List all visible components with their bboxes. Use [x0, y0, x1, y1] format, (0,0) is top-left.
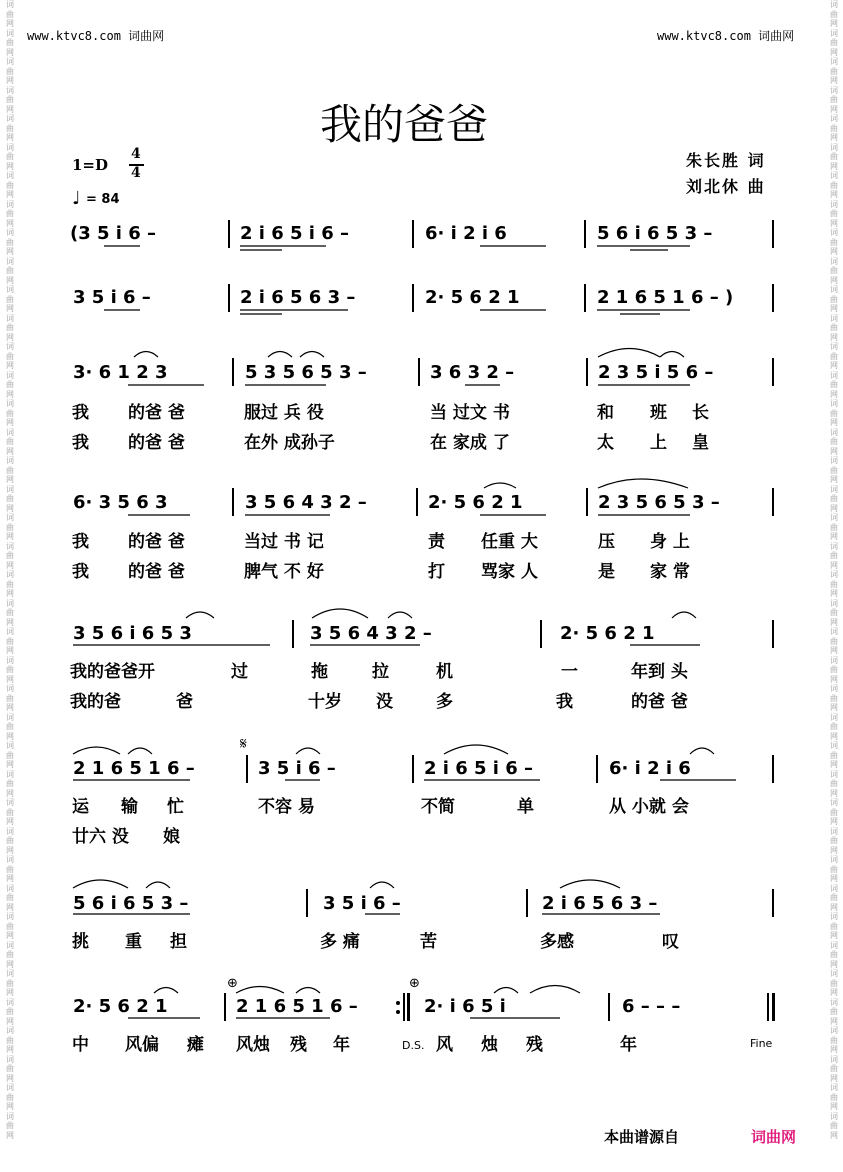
r8-l1-6: 风	[436, 1035, 453, 1055]
r5-l2-3: 没	[376, 692, 393, 712]
r8-m4: 6 – – –	[622, 996, 681, 1017]
r8-l1-1: 风偏	[125, 1035, 159, 1055]
r1-m2: 2 i 6 5 i 6 –	[240, 223, 350, 244]
r4-l2-3: 打	[428, 562, 445, 582]
r6-m2: 3 5 i 6 –	[258, 758, 336, 779]
r4-l2-0: 我	[72, 562, 89, 582]
r4-l2-5: 是	[598, 562, 615, 582]
r7-l1-6: 叹	[662, 932, 679, 952]
r5-l2-0: 我的爸	[70, 692, 121, 712]
left-watermark: 词曲网词曲网词曲网词曲网词曲网词曲网词曲网词曲网词曲网词曲网词曲网词曲网词曲网词曲网词曲网词曲网词曲网词曲网词曲网词曲网词曲网词曲网词曲网词曲网词曲网词曲网词曲网词曲网词曲网词曲网词曲网词曲网词曲网词曲网词曲网词曲网词曲网词曲网词曲网词曲网	[6, 0, 14, 1140]
r6-l1-5: 单	[517, 797, 534, 817]
r7-l1-2: 担	[170, 932, 187, 952]
key-signature: 1=D	[72, 156, 109, 174]
composer: 刘北休 曲	[686, 177, 766, 196]
r3-l1-1: 的爸 爸	[128, 403, 185, 423]
time-signature-top: 4	[131, 146, 141, 162]
r3-l1-3: 当 过文 书	[430, 403, 510, 423]
r4-m2: 3 5 6 4 3 2 –	[245, 492, 367, 513]
r3-m1: 3· 6 1 2 3	[73, 362, 168, 383]
r4-m1: 6· 3 5 6 3	[73, 492, 168, 513]
r5-l2-6: 的爸 爸	[631, 692, 688, 712]
r5-l1-5: 一	[561, 662, 578, 682]
r4-l2-2: 脾气 不 好	[244, 562, 324, 582]
lyricist: 朱长胜 词	[686, 151, 766, 170]
r3-l1-5: 班	[650, 403, 667, 423]
r3-l2-2: 在外 成孙子	[244, 433, 335, 453]
r6-l1-2: 忙	[167, 797, 184, 817]
r3-l2-0: 我	[72, 433, 89, 453]
r2-m1: 3 5 i 6 –	[73, 287, 151, 308]
r8-l1-2: 瘫	[187, 1035, 204, 1055]
r2-m2: 2 i 6 5 6 3 –	[240, 287, 356, 308]
r8-m3: 2· i 6 5 i	[424, 996, 506, 1017]
r2-m3: 2· 5 6 2 1	[425, 287, 520, 308]
r6-m1: 2 1 6 5 1 6 –	[73, 758, 195, 779]
r4-l1-5: 压	[598, 532, 615, 552]
r3-l1-6: 长	[692, 403, 709, 423]
r5-l1-6: 年到 头	[631, 662, 688, 682]
r5-l1-4: 机	[436, 662, 453, 682]
r7-m2: 3 5 i 6 –	[323, 893, 401, 914]
r6-l1-4: 不简	[421, 797, 455, 817]
source-label: 本曲谱源自	[604, 1128, 680, 1146]
r3-l1-0: 我	[72, 403, 89, 423]
r8-l1-3: 风烛	[236, 1035, 270, 1055]
r6-m3: 2 i 6 5 i 6 –	[424, 758, 534, 779]
r4-l2-4: 骂家 人	[481, 562, 538, 582]
r3-l2-6: 皇	[692, 433, 709, 453]
r7-m1: 5 6 i 6 5 3 –	[73, 893, 189, 914]
r8-m1: 2· 5 6 2 1	[73, 996, 168, 1017]
r5-m3: 2· 5 6 2 1	[560, 623, 655, 644]
r3-m4: 2 3 5 i 5 6 –	[598, 362, 714, 383]
r5-l2-5: 我	[556, 692, 573, 712]
r1-m4: 5 6 i 6 5 3 –	[597, 223, 713, 244]
r8-l1-8: 残	[526, 1035, 543, 1055]
r4-l1-1: 的爸 爸	[128, 532, 185, 552]
r4-m4: 2 3 5 6 5 3 –	[598, 492, 720, 513]
r6-l2-1: 娘	[163, 827, 180, 847]
dal-segno-mark: D.S.	[402, 1039, 425, 1052]
r7-l1-0: 挑	[72, 932, 89, 952]
header-right-url[interactable]: www.ktvc8.com 词曲网	[657, 29, 795, 43]
r3-l2-4: 太	[597, 433, 614, 453]
r4-l2-1: 的爸 爸	[128, 562, 185, 582]
r3-l1-4: 和	[597, 403, 614, 423]
segno-icon: 𝄋	[240, 734, 247, 753]
r6-m4: 6· i 2 i 6	[609, 758, 691, 779]
r1-m3: 6· i 2 i 6	[425, 223, 507, 244]
r2-m4: 2 1 6 5 1 6 – )	[597, 287, 734, 308]
r5-m2: 3 5 6 4 3 2 –	[310, 623, 432, 644]
r3-l1-2: 服过 兵 役	[244, 403, 324, 423]
r8-l1-5: 年	[333, 1035, 350, 1055]
r5-l2-4: 多	[436, 692, 453, 712]
r1-m1: (3 5 i 6 –	[70, 223, 157, 244]
r8-l1-0: 中	[72, 1035, 89, 1055]
r4-l1-0: 我	[72, 532, 89, 552]
r4-l2-6: 家 常	[650, 562, 690, 582]
r3-m3: 3 6 3 2 –	[430, 362, 515, 383]
r6-l1-6: 从 小就 会	[609, 797, 689, 817]
r6-l1-0: 运	[72, 797, 89, 817]
song-title: 我的爸爸	[320, 100, 489, 149]
r3-l2-3: 在 家成 了	[430, 433, 510, 453]
r4-l1-4: 任重 大	[481, 532, 538, 552]
r3-m2: 5 3 5 6 5 3 –	[245, 362, 367, 383]
r8-l1-4: 残	[290, 1035, 307, 1055]
r8-l1-7: 烛	[481, 1035, 498, 1055]
r7-m3: 2 i 6 5 6 3 –	[542, 893, 658, 914]
header-left-url[interactable]: www.ktvc8.com 词曲网	[27, 29, 165, 43]
tempo-note-icon: ♩	[72, 188, 81, 209]
time-signature-bottom: 4	[131, 165, 141, 181]
right-watermark: 词曲网词曲网词曲网词曲网词曲网词曲网词曲网词曲网词曲网词曲网词曲网词曲网词曲网词曲网词曲网词曲网词曲网词曲网词曲网词曲网词曲网词曲网词曲网词曲网词曲网词曲网词曲网词曲网词曲网词曲网词曲网词曲网词曲网词曲网词曲网词曲网词曲网词曲网词曲网词曲网	[830, 0, 838, 1140]
r6-l1-1: 输	[121, 797, 138, 817]
r5-l1-3: 拉	[372, 662, 389, 682]
r6-l2-0: 廿六 没	[72, 827, 129, 847]
r7-l1-4: 苦	[420, 932, 437, 952]
r8-m2: 2 1 6 5 1 6 –	[236, 996, 358, 1017]
r6-l1-3: 不容 易	[258, 797, 315, 817]
r5-l2-1: 爸	[176, 692, 193, 712]
r7-l1-3: 多 痛	[320, 932, 360, 952]
r4-l1-6: 身 上	[650, 532, 690, 552]
fine-mark: Fine	[750, 1037, 773, 1050]
r3-l2-5: 上	[650, 433, 667, 453]
r5-l1-1: 过	[231, 662, 248, 682]
tempo: = 84	[86, 192, 120, 207]
r5-l1-2: 拖	[311, 662, 328, 682]
r8-l1-9: 年	[620, 1035, 637, 1055]
r5-m1: 3 5 6 i 6 5 3	[73, 623, 192, 644]
brand-logo-link[interactable]: 词曲网	[751, 1128, 797, 1146]
r3-l2-1: 的爸 爸	[128, 433, 185, 453]
r4-l1-2: 当过 书 记	[244, 532, 324, 552]
r5-l2-2: 十岁	[308, 692, 342, 712]
r5-l1-0: 我的爸爸开	[70, 662, 155, 682]
coda-icon: ⊕	[227, 976, 238, 991]
r7-l1-5: 多感	[540, 932, 574, 952]
r4-m3: 2· 5 6 2 1	[428, 492, 523, 513]
r4-l1-3: 责	[428, 532, 445, 552]
r7-l1-1: 重	[125, 932, 142, 952]
coda-icon: ⊕	[409, 976, 420, 991]
